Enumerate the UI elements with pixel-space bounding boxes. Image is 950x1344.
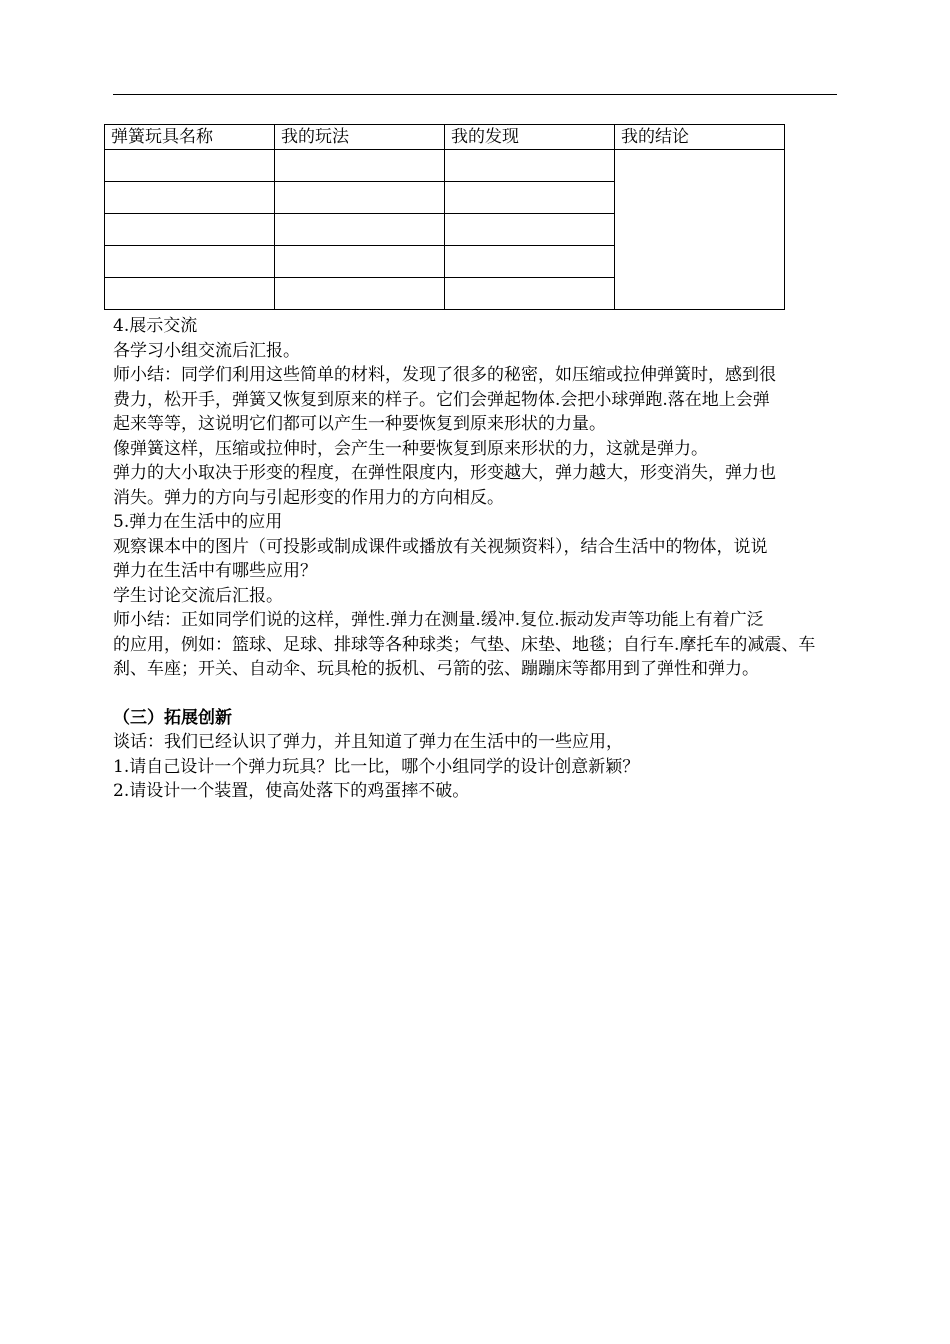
table-cell xyxy=(445,278,615,310)
section-3-title: （三）拓展创新 xyxy=(113,707,232,728)
table-cell xyxy=(105,278,275,310)
header-rule xyxy=(113,94,837,95)
table-cell xyxy=(105,150,275,182)
paragraph-line: 师小结：同学们利用这些简单的材料，发现了很多的秘密，如压缩或拉伸弹簧时，感到很 xyxy=(113,365,776,385)
document-body xyxy=(113,314,839,804)
paragraph: 像弹簧这样，压缩或拉伸时，会产生一种要恢复到原来形状的力，这就是弹力。 xyxy=(113,438,708,459)
header-toy-name: 弹簧玩具名称 xyxy=(105,125,275,150)
table-cell xyxy=(275,182,445,214)
paragraph-line: 消失。弹力的方向与引起形变的作用力的方向相反。 xyxy=(113,487,504,508)
paragraph-line: 观察课本中的图片（可投影或制成课件或播放有关视频资料），结合生活中的物体，说说 xyxy=(113,536,768,557)
list-item: 2.请设计一个装置，使高处落下的鸡蛋摔不破。 xyxy=(113,781,470,801)
table-cell xyxy=(275,246,445,278)
paragraph: 学生讨论交流后汇报。 xyxy=(113,585,283,606)
table-cell xyxy=(445,214,615,246)
table-cell xyxy=(105,246,275,278)
table-cell xyxy=(445,182,615,214)
paragraph-line: 弹力在生活中有哪些应用？ xyxy=(113,561,317,581)
paragraph-line: 师小结：正如同学们说的这样，弹性.弹力在测量.缓冲.复位.振动发声等功能上有着广泛 xyxy=(113,610,764,630)
conclusion-cell xyxy=(615,150,785,310)
header-my-conclusion: 我的结论 xyxy=(615,125,785,150)
paragraph-line: 起来等等，这说明它们都可以产生一种要恢复到原来形状的力量。 xyxy=(113,414,606,434)
paragraph: 各学习小组交流后汇报。 xyxy=(113,340,300,361)
table-cell xyxy=(275,278,445,310)
table-row xyxy=(105,150,785,182)
table-cell xyxy=(445,150,615,182)
paragraph-line: 的应用，例如：篮球、足球、排球等各种球类；气垫、床垫、地毯；自行车.摩托车的减震、车 xyxy=(113,634,816,655)
header-my-play: 我的玩法 xyxy=(275,125,445,150)
header-my-discovery: 我的发现 xyxy=(445,125,615,150)
section-5-title: 5.弹力在生活中的应用 xyxy=(113,512,283,532)
table-cell xyxy=(105,214,275,246)
paragraph: 谈话：我们已经认识了弹力，并且知道了弹力在生活中的一些应用， xyxy=(113,732,623,752)
paragraph-line: 弹力的大小取决于形变的程度，在弹性限度内，形变越大，弹力越大，形变消失，弹力也 xyxy=(113,463,776,483)
paragraph-line: 刹、车座；开关、自动伞、玩具枪的扳机、弓箭的弦、蹦蹦床等都用到了弹性和弹力。 xyxy=(113,659,759,679)
section-4-title: 4.展示交流 xyxy=(113,316,198,336)
spacer xyxy=(113,682,839,706)
table-header-row xyxy=(105,125,785,150)
paragraph-line: 费力，松开手，弹簧又恢复到原来的样子。它们会弹起物体.会把小球弹跑.落在地上会弹 xyxy=(113,389,770,410)
table-cell xyxy=(275,214,445,246)
spring-toy-record-table xyxy=(104,124,785,310)
table-cell xyxy=(105,182,275,214)
list-item: 1.请自己设计一个弹力玩具？比一比，哪个小组同学的设计创意新颖？ xyxy=(113,756,640,777)
table-cell xyxy=(445,246,615,278)
table-cell xyxy=(275,150,445,182)
